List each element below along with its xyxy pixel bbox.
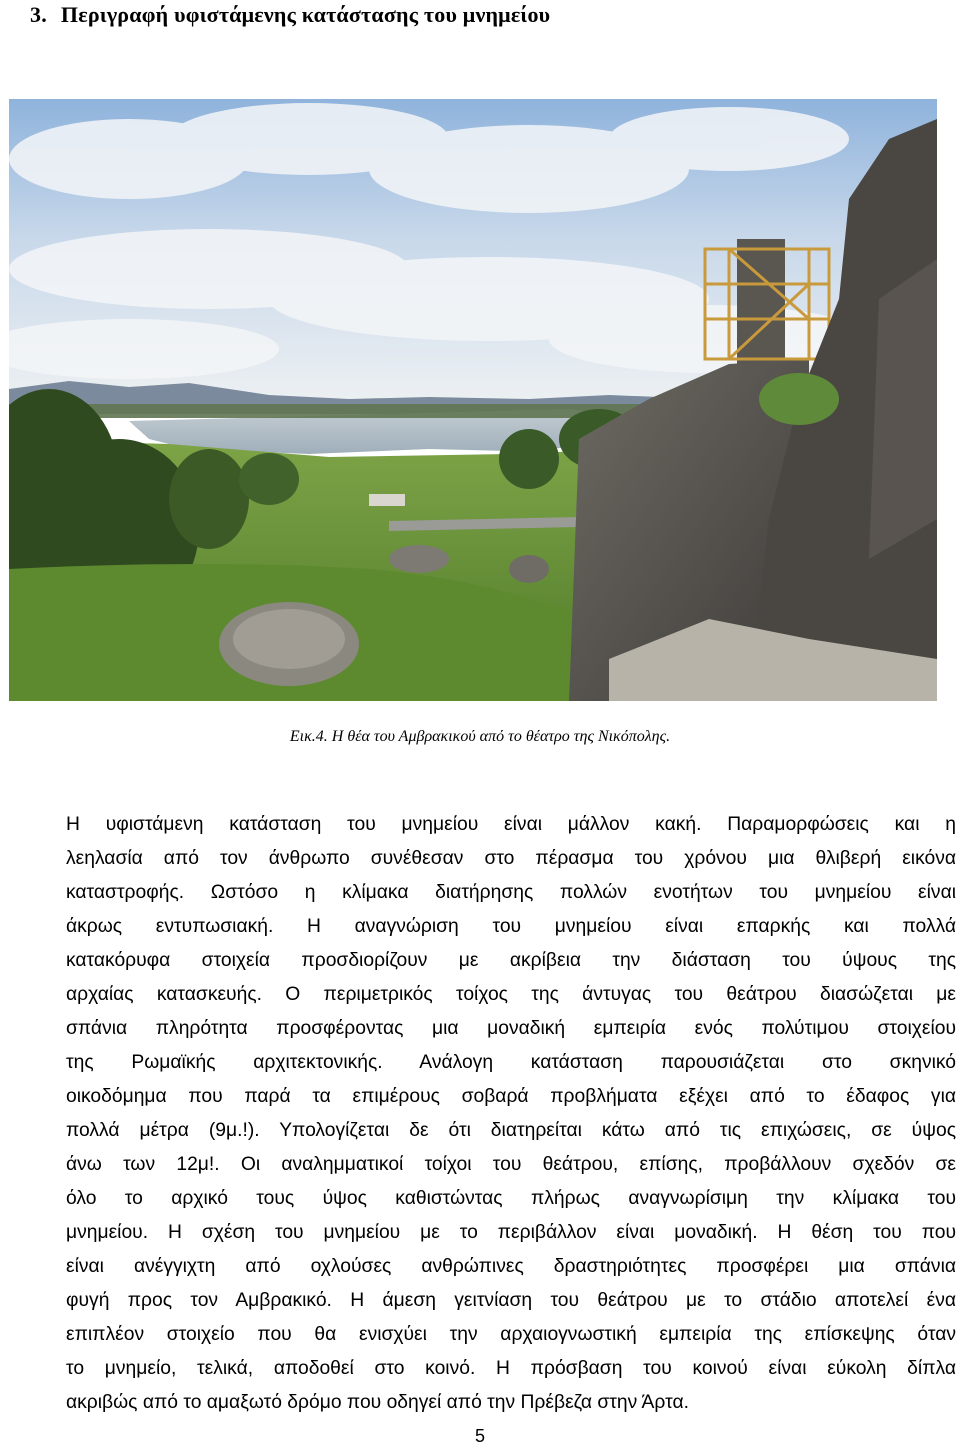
body-line: ακριβώς από το αμαξωτό δρόμο που οδηγεί από την Πρέβεζα στην Άρτα.: [66, 1392, 689, 1413]
body-line: αρχαίας κατασκευής. Ο περιμετρικός τοίχος της άντυγας του θεάτρου διασώζεται με: [66, 984, 956, 1005]
body-line: Η υφιστάμενη κατάσταση του μνημείου είναι μάλλον κακή. Παραμορφώσεις και η: [66, 814, 956, 835]
body-line: το μνημείο, τελικά, αποδοθεί στο κοινό. Η πρόσβαση του κοινού είναι εύκολη δίπλα: [66, 1358, 956, 1379]
figure-caption: Εικ.4. Η θέα του Αμβρακικού από το θέατρο της Νικόπολης.: [289, 728, 671, 745]
body-paragraph: [66, 808, 956, 1420]
body-line: επιπλέον στοιχείο που θα ενισχύει την αρχαιογνωστική εμπειρία της επίσκεψης όταν: [66, 1324, 956, 1345]
section-title: Περιγραφή υφιστάμενης κατάστασης του μνημείου: [60, 2, 551, 27]
body-line: της Ρωμαϊκής αρχιτεκτονικής. Ανάλογη κατάσταση παρουσιάζεται στο σκηνικό: [66, 1052, 956, 1073]
body-line: καταστροφής. Ωστόσο η κλίμακα διατήρησης πολλών ενοτήτων του μνημείου είναι: [66, 882, 956, 903]
body-line: όλο το αρχικό τους ύψος καθιστώντας πλήρως αναγνωρίσιμη την κλίμακα του: [66, 1188, 956, 1209]
body-line: είναι ανέγγιχτη από οχλούσες ανθρώπινες δραστηριότητες προσφέρει μια σπάνια: [66, 1256, 956, 1277]
landscape-photo: [9, 99, 937, 701]
body-line: άκρως εντυπωσιακή. Η αναγνώριση του μνημείου είναι επαρκής και πολλά: [66, 916, 956, 937]
body-line: μνημείου. Η σχέση του μνημείου με το περιβάλλον είναι μοναδική. Η θέση του που: [66, 1222, 956, 1243]
page-number: 5: [474, 1426, 485, 1446]
body-line: κατακόρυφα στοιχεία προσδιορίζουν με ακρίβεια την διάσταση του ύψους της: [66, 950, 956, 971]
section-number: 3.: [30, 2, 47, 27]
body-line: φυγή προς τον Αμβρακικό. Η άμεση γειτνίαση του θεάτρου με το στάδιο αποτελεί ένα: [66, 1290, 956, 1311]
body-line: οικοδόμημα που παρά τα επιμέρους σοβαρά προβλήματα εξέχει από το έδαφος για: [66, 1086, 956, 1107]
section-heading: [30, 2, 550, 28]
body-line: σπάνια πληρότητα προσφέροντας μια μοναδική εμπειρία ενός πολύτιμου στοιχείου: [66, 1018, 956, 1039]
body-line: πολλά μέτρα (9μ.!). Υπολογίζεται δε ότι διατηρείται κάτω από τις επιχώσεις, σε ύψος: [66, 1120, 956, 1141]
body-line: λεηλασία από τον άνθρωπο συνέθεσαν στο πέρασμα του χρόνου μια θλιβερή εικόνα: [66, 848, 956, 869]
body-line: άνω των 12μ!. Οι αναλημματικοί τοίχοι του θεάτρου, επίσης, προβάλλουν σχεδόν σε: [66, 1154, 956, 1175]
